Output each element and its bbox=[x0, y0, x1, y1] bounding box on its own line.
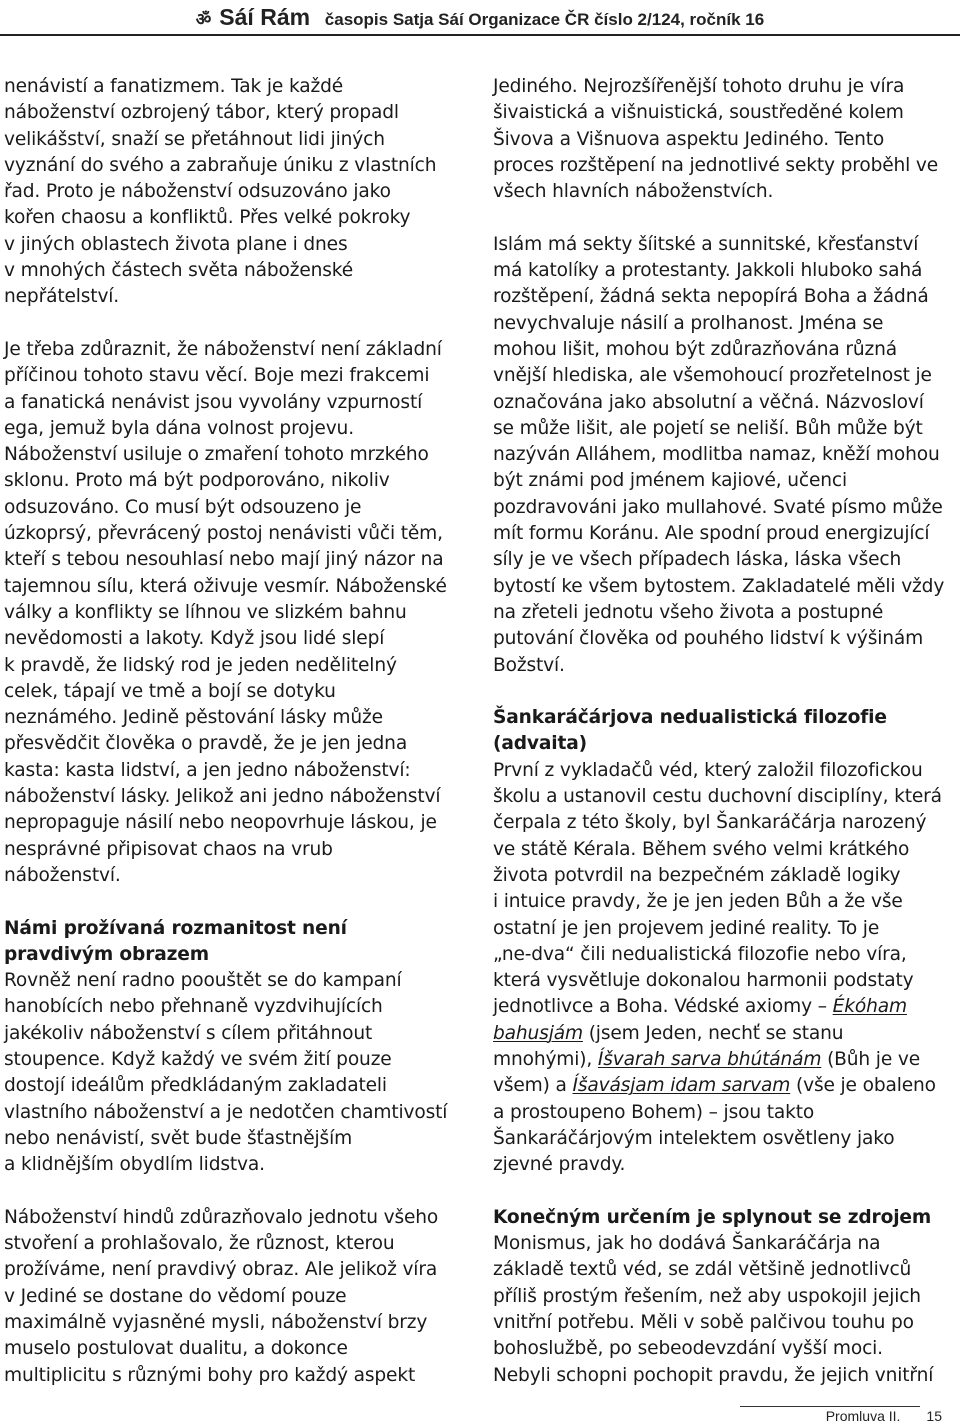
text-line: ve státě Kérala. Během svého velmi krátkého bbox=[493, 838, 910, 860]
footer-divider bbox=[740, 1406, 920, 1407]
text-line: síly je ve všech případech láska, láska všech bbox=[493, 549, 902, 571]
text-line: Monismus, jak ho dodává Šankaráčárja na bbox=[493, 1233, 881, 1255]
paragraph bbox=[4, 337, 466, 889]
page-footer bbox=[826, 1408, 942, 1424]
text-line: řad. Proto je náboženství odsuzováno jako bbox=[4, 181, 391, 203]
page-header bbox=[0, 3, 960, 31]
text-line: vnitřní potřebu. Měli v sobě palčivou touhu po bbox=[493, 1311, 914, 1333]
right-column bbox=[493, 74, 955, 1415]
text-line bbox=[493, 1021, 955, 1047]
text-line: náboženství. bbox=[4, 864, 121, 886]
text-line: a klidnějším obydlím lidstva. bbox=[4, 1154, 265, 1176]
text-line: čerpala z této školy, byl Šankaráčárja narozený bbox=[493, 812, 927, 834]
text-line: putování člověka od pouhého lidství k výšinám bbox=[493, 628, 924, 650]
text-line: války a konflikty se líhnou ve slizkém bahnu bbox=[4, 601, 407, 623]
text-line: neznámého. Jedině pěstování lásky může bbox=[4, 707, 383, 729]
text-line: odsuzováno. Co musí být odsouzeno je bbox=[4, 496, 362, 518]
text-line: v mnohých částech světa náboženské bbox=[4, 260, 354, 282]
footer-label: Promluva II. bbox=[825, 1408, 901, 1424]
text-line: Je třeba zdůraznit, že náboženství není základní bbox=[4, 338, 442, 360]
text-line: ostatní je jen projevem jediné reality. To je bbox=[493, 917, 880, 939]
paragraph bbox=[493, 74, 955, 205]
text-line: úzkoprsý, převrácený postoj nenávisti vůči těm, bbox=[4, 523, 443, 545]
text-line: vnější hlediska, ale všemohoucí prozřetelnost je bbox=[493, 365, 932, 387]
text-line: Šankaráčárjovým intelektem osvětleny jako bbox=[493, 1127, 895, 1149]
heading-line: (advaita) bbox=[493, 733, 587, 755]
text-line: Šivova a Višnuova aspektu Jediného. Tento bbox=[493, 128, 885, 150]
text-line: všech hlavních náboženstvích. bbox=[493, 181, 774, 203]
text-line: Islám má sekty šíitské a sunnitské, křesťanství bbox=[493, 233, 919, 255]
text-line: sklonu. Proto má být podporováno, nikoliv bbox=[4, 470, 390, 492]
magazine-brand: Sáí Rám bbox=[219, 4, 311, 30]
text-line: kteří s tebou nesouhlasí nebo mají jiný názor na bbox=[4, 549, 444, 571]
text-line: tajemnou sílu, která oživuje vesmír. Náboženské bbox=[4, 575, 447, 597]
text-line: jakékoliv náboženství s cílem přitáhnout bbox=[4, 1022, 373, 1044]
paragraph bbox=[493, 232, 955, 679]
text-line: má katolíky a protestanty. Jakkoli hluboko sahá bbox=[493, 260, 923, 282]
text-line: být známi pod jménem kajiové, učenci bbox=[493, 470, 848, 492]
text-line: vyznání do svého a zabraňuje úniku z vlastních bbox=[4, 154, 437, 176]
magazine-issue: číslo 2/124, ročník 16 bbox=[594, 10, 765, 29]
text-line: nesprávné připisovat chaos na vrub bbox=[4, 838, 333, 860]
text-line: Rovněž není radno poouštět se do kampaní bbox=[4, 970, 402, 992]
text-run: mnohými), bbox=[493, 1048, 598, 1070]
text-line: nenávistí a fanatizmem. Tak je každé bbox=[4, 76, 344, 97]
left-column bbox=[4, 74, 466, 1415]
text-line: Nebyli schopni pochopit pravdu, že jejich vnitřní bbox=[493, 1364, 934, 1386]
section-heading bbox=[493, 705, 955, 758]
text-line: která vysvětluje dokonalou harmonii podstaty bbox=[493, 970, 914, 992]
text-run: (Bůh je ve bbox=[821, 1048, 921, 1070]
text-line: nepřátelství. bbox=[4, 286, 120, 308]
text-line bbox=[493, 994, 955, 1020]
text-line: Náboženství hindů zdůrazňovalo jednotu všeho bbox=[4, 1206, 439, 1228]
sanskrit-term: Ékóham bbox=[832, 996, 907, 1018]
text-line: nazýván Alláhem, modlitba namaz, kněží mohou bbox=[493, 444, 940, 466]
sanskrit-term: Íšvarah sarva bhútánám bbox=[597, 1048, 822, 1070]
text-line: Náboženství usiluje o zmaření tohoto mrzkého bbox=[4, 444, 429, 466]
om-icon: ॐ bbox=[195, 10, 212, 29]
text-line: a prostoupeno Bohem) – jsou takto bbox=[493, 1101, 815, 1123]
header-divider bbox=[0, 34, 960, 36]
text-line: proces rozštěpení na jednotlivé sekty proběhl ve bbox=[493, 154, 939, 176]
text-line: multiplicitu s různými bohy pro každý aspekt bbox=[4, 1364, 416, 1386]
text-line: rozštěpení, žádná sekta nepopírá Boha a žádná bbox=[493, 286, 929, 308]
text-line: stoupence. Když každý ve svém žití pouze bbox=[4, 1048, 392, 1070]
section-heading bbox=[4, 916, 466, 969]
text-line: náboženství ozbrojený tábor, který propadl bbox=[4, 102, 399, 124]
text-line: Jediného. Nejrozšířenější tohoto druhu je víra bbox=[493, 76, 905, 97]
text-line: bytostí ke všem bytostem. Zakladatelé měli vždy bbox=[493, 575, 945, 597]
text-line: velikášství, snaží se přetáhnout lidi jiných bbox=[4, 128, 385, 150]
text-line: kořen chaosu a konfliktů. Přes velké pokroky bbox=[4, 207, 411, 229]
sanskrit-term: Íšavásjam idam sarvam bbox=[572, 1075, 791, 1097]
text-line: šivaistická a višnuistická, soustředěné kolem bbox=[493, 102, 904, 124]
text-line: pozdravováni jako mullahové. Svaté písmo může bbox=[493, 496, 943, 518]
heading-line: Námi prožívaná rozmanitost není bbox=[4, 917, 347, 939]
text-line: celek, tápají ve tmě a bojí se dotyku bbox=[4, 680, 336, 702]
page-number: 15 bbox=[926, 1408, 942, 1424]
text-line: zjevné pravdy. bbox=[493, 1154, 626, 1176]
paragraph bbox=[4, 74, 466, 311]
text-line: nevychvaluje násilí a prolhanost. Jména se bbox=[493, 312, 884, 334]
paragraph bbox=[4, 1205, 466, 1389]
text-line: přesvědčit člověka o pravdě, že je jen jedna bbox=[4, 733, 408, 755]
text-line: „ne-dva“ čili nedualistická filozofie nebo víra, bbox=[493, 943, 907, 965]
text-line: označována jako absolutní a věčná. Názvosloví bbox=[493, 391, 924, 413]
paragraph bbox=[493, 1231, 955, 1389]
text-line: nepropaguje násilí nebo neopovrhuje láskou, je bbox=[4, 812, 437, 834]
text-line: života potvrdil na bezpečném základě logiky bbox=[493, 864, 901, 886]
text-line: i intuice pravdy, že je jen jeden Bůh a že vše bbox=[493, 891, 903, 913]
text-line: dostojí ideálům předkládaným zakladateli bbox=[4, 1075, 387, 1097]
paragraph bbox=[4, 968, 466, 1178]
heading-line: Konečným určením je splynout se zdrojem bbox=[493, 1206, 932, 1228]
paragraph bbox=[493, 758, 955, 1179]
text-line: Božství. bbox=[493, 654, 565, 676]
text-line: nevědomosti a lakoty. Když jsou lidé slepí bbox=[4, 628, 385, 650]
text-line: v Jediné se dostane do vědomí pouze bbox=[4, 1285, 347, 1307]
text-line: mohou lišit, mohou být zdůrazňována různá bbox=[493, 338, 898, 360]
text-line: vlastního náboženství a je nedotčen chamtivostí bbox=[4, 1101, 448, 1123]
text-run: (jsem Jeden, nechť se stanu bbox=[582, 1022, 844, 1044]
text-line: se může lišit, ale pojetí se neliší. Bůh může být bbox=[493, 417, 923, 439]
text-line: ega, jemuž byla dána volnost projevu. bbox=[4, 417, 354, 439]
heading-line: pravdivým obrazem bbox=[4, 943, 209, 965]
text-run: (vše je obaleno bbox=[790, 1075, 936, 1097]
heading-line: Šankaráčárjova nedualistická filozofie bbox=[493, 707, 887, 729]
text-line: muselo postulovat dualitu, a dokonce bbox=[4, 1338, 348, 1360]
text-line: základě textů véd, se zdál většině jednotlivců bbox=[493, 1259, 912, 1281]
text-line: mít formu Koránu. Ale spodní proud energizující bbox=[493, 523, 930, 545]
magazine-subtitle: časopis Satja Sáí Organizace ČR bbox=[324, 10, 590, 29]
text-run: jednotlivce a Boha. Védské axiomy – bbox=[493, 996, 833, 1018]
text-line: v jiných oblastech života plane i dnes bbox=[4, 233, 348, 255]
text-line: bohoslužbě, po sebeodevzdání vyšší moci. bbox=[493, 1338, 883, 1360]
text-line: příliš prostým řešením, než aby uspokojil jejich bbox=[493, 1285, 921, 1307]
text-line: k pravdě, že lidský rod je jeden nedělitelný bbox=[4, 654, 397, 676]
text-line bbox=[493, 1073, 955, 1099]
text-line: kasta: kasta lidství, a jen jedno náboženství: bbox=[4, 759, 411, 781]
section-heading bbox=[493, 1205, 955, 1231]
text-line: a fanatická nenávist jsou vyvolány vzpurností bbox=[4, 391, 423, 413]
text-line: prožíváme, není pravdivý obraz. Ale jelikož víra bbox=[4, 1259, 438, 1281]
text-line bbox=[493, 1047, 955, 1073]
text-line: na zřeteli jednotu všeho života a postupné bbox=[493, 601, 884, 623]
text-line: náboženství lásky. Jelikož ani jedno náboženství bbox=[4, 786, 441, 808]
text-line: nebo nenávistí, svět bude šťastnějším bbox=[4, 1127, 353, 1149]
text-line: maximálně vyjasněné mysli, náboženství brzy bbox=[4, 1311, 428, 1333]
text-line: stvoření a prohlašovalo, že různost, kterou bbox=[4, 1233, 395, 1255]
text-line: hanobících nebo přehnaně vyzdvihujících bbox=[4, 996, 383, 1018]
sanskrit-term: bahusjám bbox=[493, 1022, 583, 1044]
text-line: První z vykladačů véd, který založil filozofickou bbox=[493, 759, 923, 781]
text-line: školu a ustanovil cestu duchovní disciplíny, která bbox=[493, 786, 942, 808]
text-line: příčinou tohoto stavu věcí. Boje mezi frakcemi bbox=[4, 365, 430, 387]
text-run: všem) a bbox=[493, 1075, 573, 1097]
